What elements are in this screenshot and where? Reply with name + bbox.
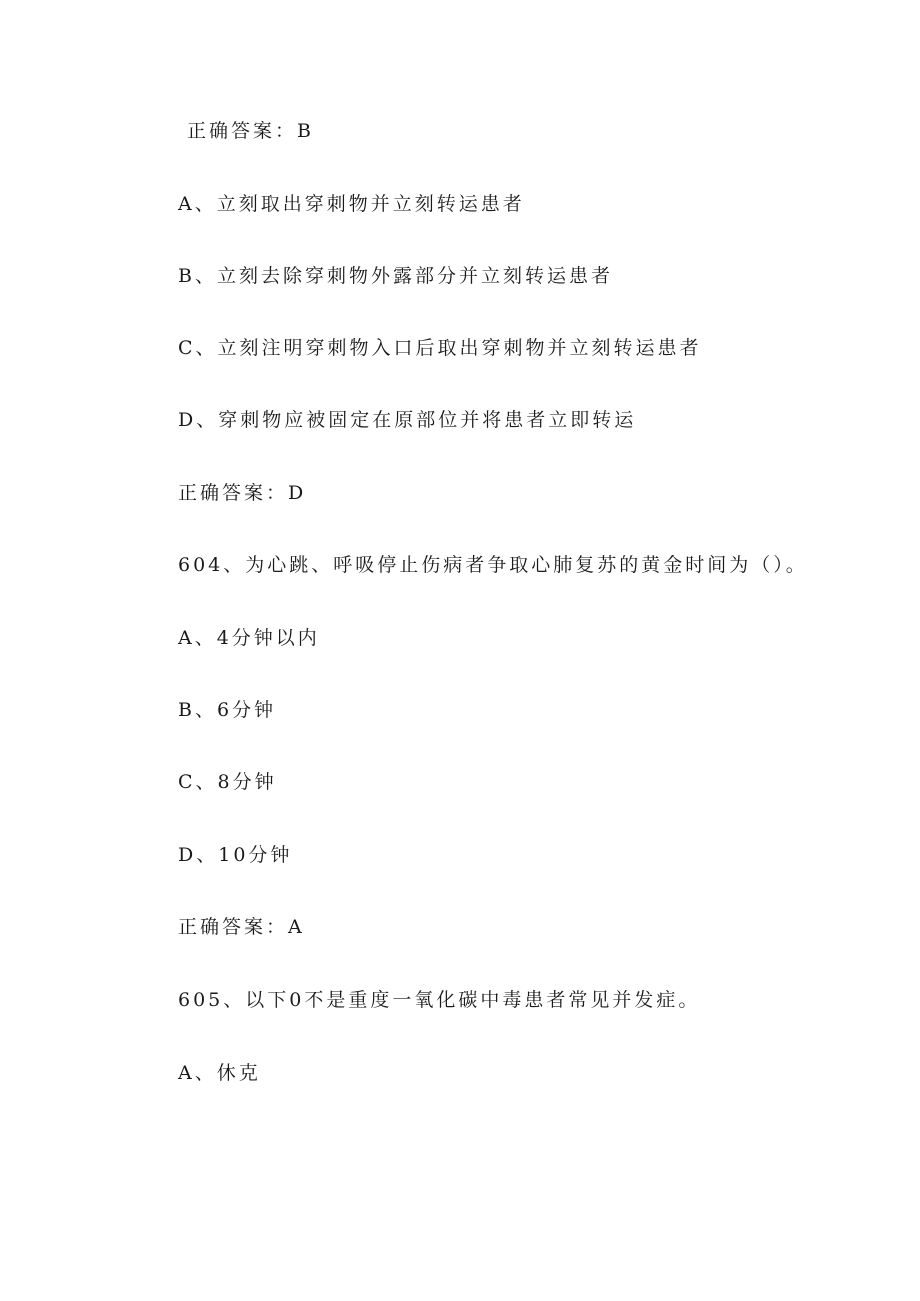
option-line: C、立刻注明穿刺物入口后取出穿刺物并立刻转运患者 (178, 337, 702, 359)
question-line: 604、为心跳、呼吸停止伤病者争取心肺复苏的黄金时间为（）。 (178, 554, 808, 576)
answer-line: 正确答案：A (178, 916, 305, 938)
option-line: B、立刻去除穿刺物外露部分并立刻转运患者 (178, 265, 613, 287)
option-line: A、立刻取出穿刺物并立刻转运患者 (178, 193, 525, 215)
option-line: B、6分钟 (178, 699, 277, 721)
option-line: D、10分钟 (178, 844, 293, 866)
option-line: C、8分钟 (178, 771, 277, 793)
question-line: 605、以下0不是重度一氧化碳中毒患者常见并发症。 (178, 989, 701, 1011)
answer-line: 正确答案：B (187, 120, 314, 142)
option-line: A、4分钟以内 (178, 627, 320, 649)
option-line: A、休克 (178, 1062, 261, 1084)
answer-line: 正确答案：D (178, 482, 307, 504)
option-line: D、穿刺物应被固定在原部位并将患者立即转运 (178, 409, 637, 431)
